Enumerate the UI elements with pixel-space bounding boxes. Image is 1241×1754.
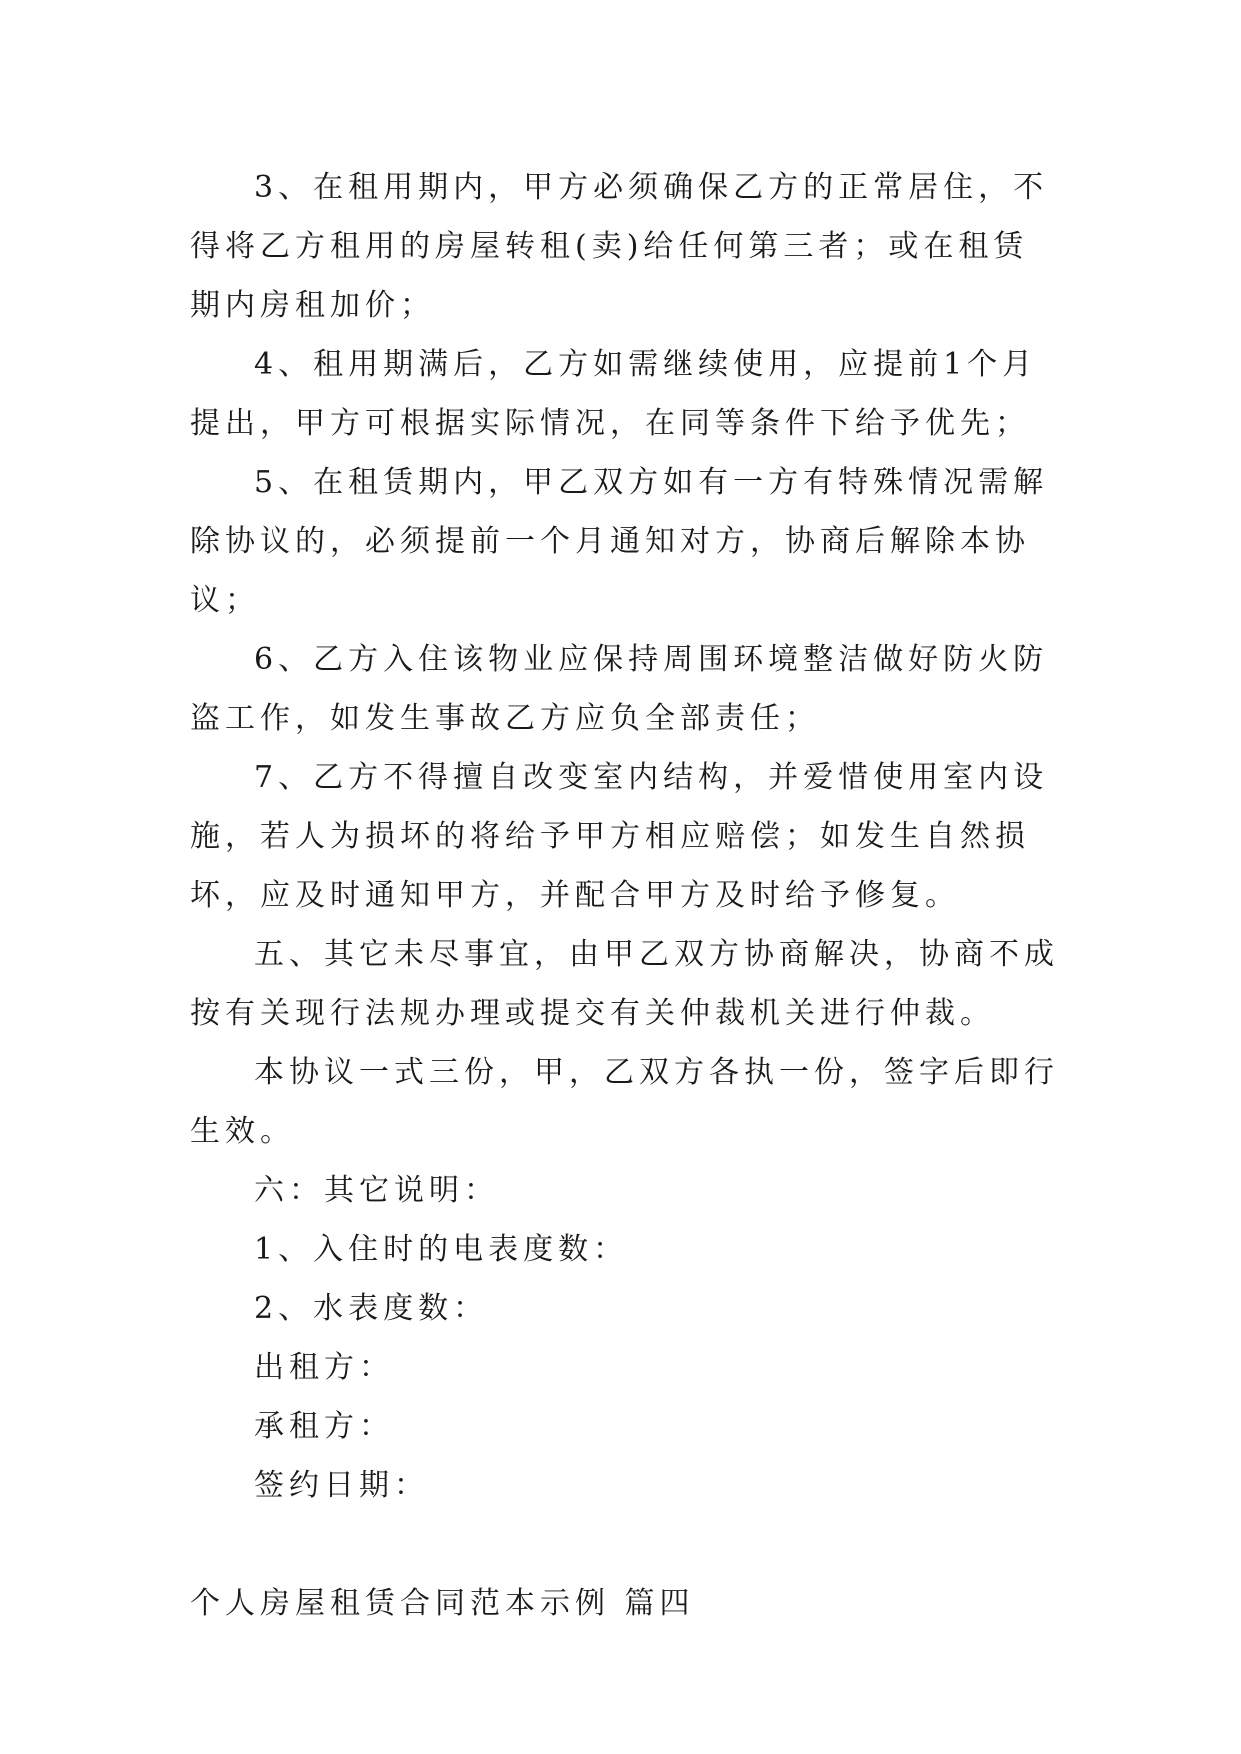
signing-date: 签约日期：	[254, 1468, 429, 1503]
clause-4: 4、租用期满后，乙方如需继续使用，应提前1个月提出，甲方可根据实际情况，在同等条件下给予优先；	[190, 347, 1038, 441]
agreement-copies: 本协议一式三份，甲，乙双方各执一份，签字后即行生效。	[190, 1055, 1059, 1149]
tenant-signature: 承租方：	[254, 1409, 394, 1444]
section-five: 五、其它未尽事宜，由甲乙双方协商解决，协商不成按有关现行法规办理或提交有关仲裁机关进行仲裁。	[190, 937, 1059, 1031]
electric-meter-reading: 1、入住时的电表度数：	[254, 1232, 629, 1267]
water-meter-reading: 2、水表度数：	[254, 1291, 489, 1326]
clause-3: 3、在租用期内，甲方必须确保乙方的正常居住，不得将乙方租用的房屋转租(卖)给任何第三者；或在租赁期内房租加价；	[190, 170, 1049, 323]
clause-5: 5、在租赁期内，甲乙双方如有一方有特殊情况需解除协议的，必须提前一个月通知对方，协商后解除本协议；	[190, 465, 1049, 618]
document-body	[190, 158, 1060, 1633]
landlord-signature: 出租方：	[254, 1350, 394, 1385]
clause-6: 6、乙方入住该物业应保持周围环境整洁做好防火防盗工作，如发生事故乙方应负全部责任；	[190, 642, 1049, 736]
next-section-title: 个人房屋租赁合同范本示例 篇四	[190, 1586, 695, 1621]
clause-7: 7、乙方不得擅自改变室内结构，并爱惜使用室内设施，若人为损坏的将给予甲方相应赔偿；如发生自然损坏，应及时通知甲方，并配合甲方及时给予修复。	[190, 760, 1049, 913]
notes-heading: 六：其它说明：	[254, 1173, 499, 1208]
